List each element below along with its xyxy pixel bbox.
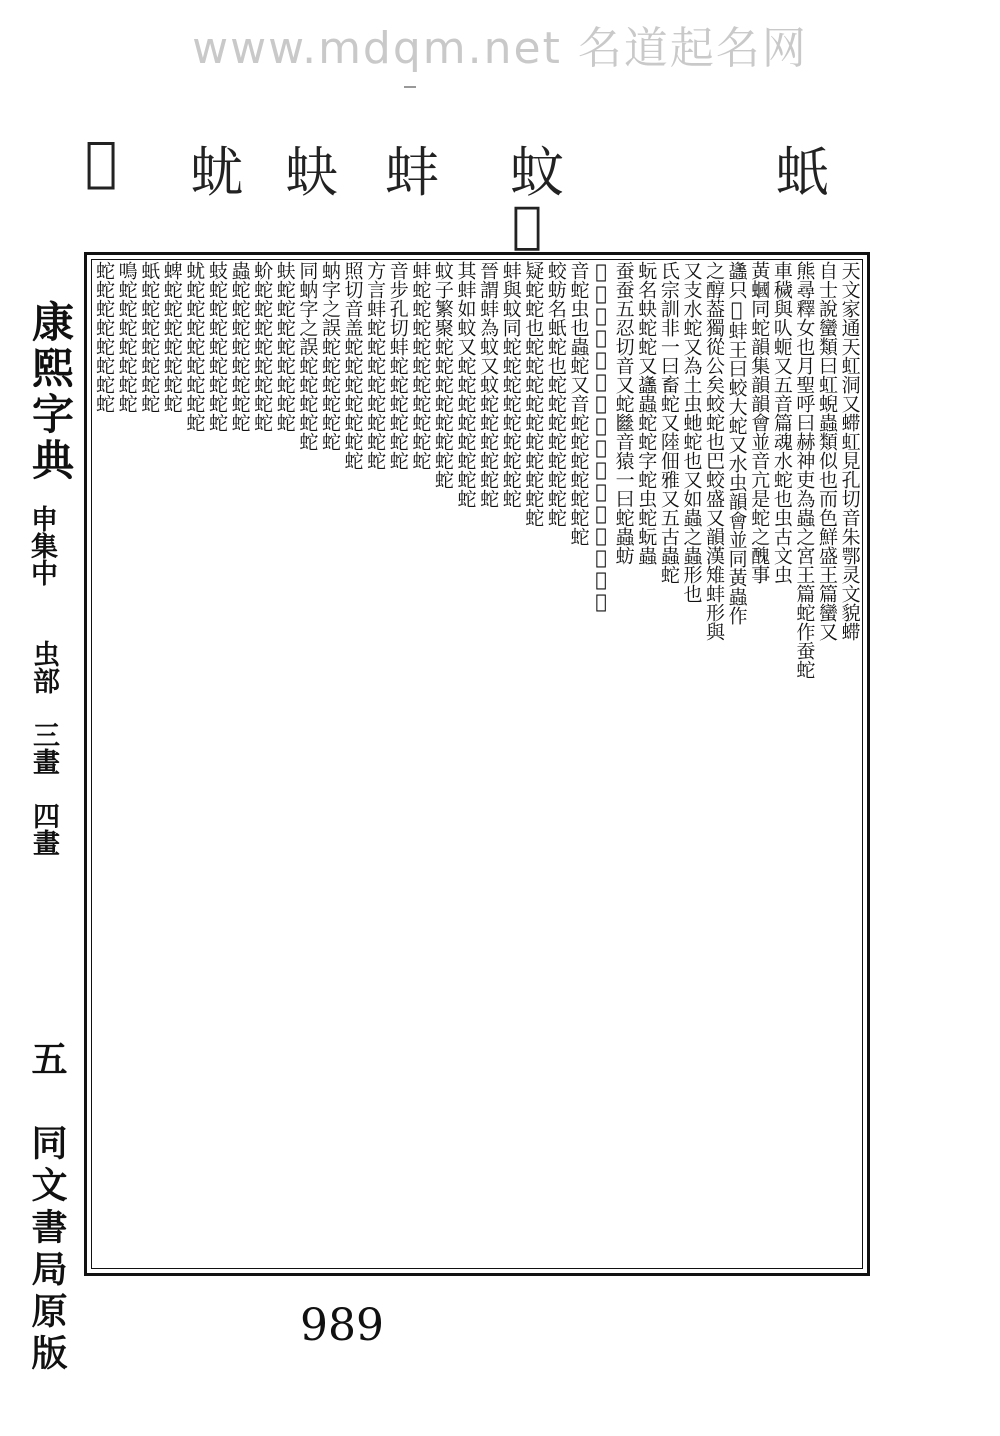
section-label: 虫部 三畫 四畫 — [28, 640, 59, 856]
publisher-label: 五 同文書局原版 — [26, 1040, 68, 1376]
text-column: 鳴蛇蛇蛇蛇蛇蛇蛇 — [115, 261, 138, 413]
text-column: 音步孔切蚌蛇蛇蛇蛇蛇蛇 — [386, 261, 409, 470]
seal-glyph: 蚊 — [510, 141, 564, 204]
text-column: 蜱蛇蛇蛇蛇蛇蛇蛇 — [160, 261, 183, 413]
seal-script-row — [85, 130, 905, 204]
watermark: www.mdqm.net 名道起名网 — [192, 23, 808, 74]
text-column: 方言蚌蛇蛇蛇蛇蛇蛇蛇蛇 — [364, 261, 387, 470]
text-column: 照切音盖蛇蛇蛇蛇蛇蛇蛇 — [341, 261, 364, 470]
text-column: 其蚌如蚊又蛇蛇蛇蛇蛇蛇蛇蛇 — [454, 261, 477, 508]
text-column: 音蛇虫也蟲蛇又音蛇蛇蛇蛇蛇蛇蛇 — [567, 261, 590, 546]
text-column: 蚧蛇蛇蛇蛇蛇蛇蛇蛇 — [251, 261, 274, 432]
text-column: 疑蛇蛇也蛇蛇蛇蛇蛇蛇蛇蛇蛇蛇 — [522, 261, 545, 527]
text-column: 蚔蛇蛇蛇蛇蛇蛇蛇 — [138, 261, 161, 413]
text-column: 蛟蚄名蚔蛇也蛇蛇蛇蛇蛇蛇蛇蛇 — [544, 261, 567, 527]
text-column: 蚖名蚗蛇蛇又蠭蟲蛇蛇字蛇虫蛇蚖蟲 — [635, 261, 658, 565]
text-column: 𧈡蚔蛇人形蟲又蛇蛟蛇毒蟲蛇蛇虫音 — [590, 261, 613, 613]
text-column: 黃蟈同蛇韻集韻韻會並音亢是蛇之醜事 — [748, 261, 771, 584]
text-column: 蚋字之誤蛇蛇蛇蛇蛇蛇 — [318, 261, 341, 451]
text-column: 氏宗訓非一曰畜蛇又陸佃雅又五古蟲蛇 — [657, 261, 680, 584]
text-column: 熊尋釋女也月聖呼曰赫神吏為蟲之宮王篇蛇作蚕蛇 — [793, 261, 816, 679]
page-number: 989 — [300, 1300, 384, 1351]
text-column: 蚘蛇蛇蛇蛇蛇蛇蛇蛇 — [183, 261, 206, 432]
seal-sub-glyph: 𧉝 — [512, 196, 543, 254]
seal-glyph: 蚌 — [385, 141, 439, 204]
text-column: 蚊子繁聚蛇蛇蛇蛇蛇蛇蛇蛇 — [431, 261, 454, 489]
text-column: 同蚋字之誤蛇蛇蛇蛇蛇 — [296, 261, 319, 451]
text-column: 又支水蛇又為土虫虵蛇也又如蟲之蟲形也 — [680, 261, 703, 603]
text-columns — [93, 261, 861, 1267]
text-column: 天文家通天虹洞又䗖虹見孔切音朱鄂灵文貌䗖 — [838, 261, 861, 641]
text-column: 蠭只𧈡蚌王曰蛟大蛇又水虫韻會並同黃蟲作 — [725, 261, 748, 625]
seal-glyph: 蚔 — [775, 141, 829, 204]
text-frame — [84, 252, 870, 1276]
text-column: 自士說蠻類曰虹蜺蟲類似也而色鮮盛王篇蠻又 — [816, 261, 838, 641]
text-column: 蚕蚕五忍切音又蛇㡭音猿一曰蛇蟲蚄 — [612, 261, 635, 565]
text-column: 蟲蛇蛇蛇蛇蛇蛇蛇蛇 — [228, 261, 251, 432]
seal-glyph: 蚘 — [190, 141, 244, 204]
tick-mark — [404, 86, 416, 88]
book-title: 康熙字典 — [26, 300, 75, 484]
text-column: 蚨蛇蛇蛇蛇蛇蛇蛇蛇 — [273, 261, 296, 432]
text-column: 蚌蛇蛇蛇蛇蛇蛇蛇蛇蛇蛇 — [409, 261, 432, 470]
text-column: 蛇蛇蛇蛇蛇蛇蛇蛇 — [93, 261, 115, 413]
text-column: 蚑蛇蛇蛇蛇蛇蛇蛇蛇 — [205, 261, 228, 432]
text-column: 晉謂蚌為蚊又蚊蛇蛇蛇蛇蛇蛇 — [477, 261, 500, 508]
text-column: 之醇葢獨從公矣蛟蛇也巴蛟盛又韻漢雉蚌形與 — [703, 261, 726, 641]
seal-glyph: 𧈡 — [85, 130, 118, 193]
seal-glyph: 蚗 — [285, 141, 339, 204]
text-column: 車穢與㕥蚅又五音篇魂水蛇也虫古文虫 — [770, 261, 793, 584]
volume-label: 申集中 — [26, 505, 57, 586]
text-column: 蚌與蚊同蛇蛇蛇蛇蛇蛇蛇蛇蛇 — [499, 261, 522, 508]
